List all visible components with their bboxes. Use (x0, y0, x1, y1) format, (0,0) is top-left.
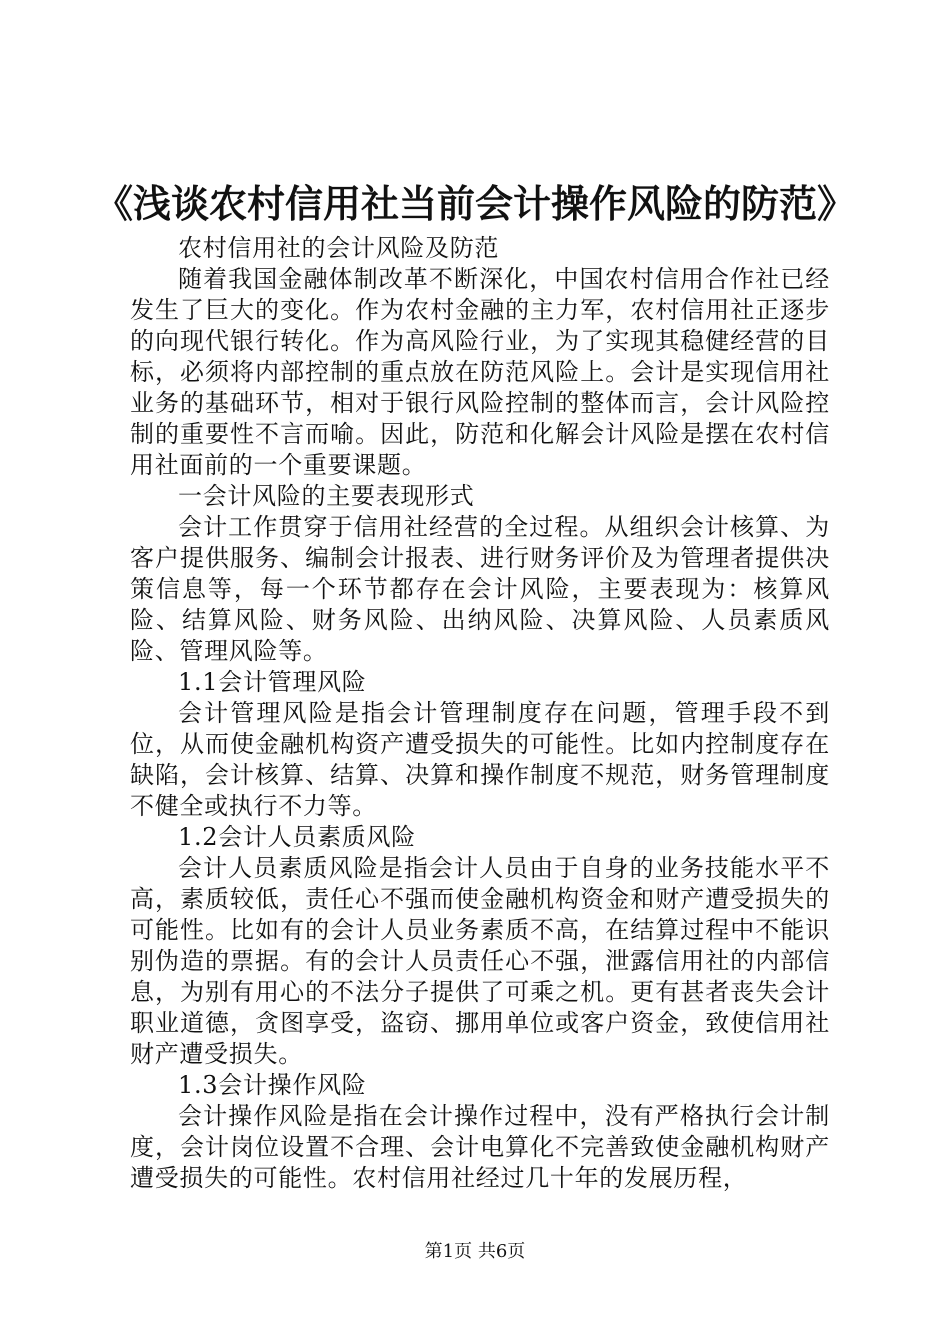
section-1-heading: 一会计风险的主要表现形式 (178, 482, 475, 510)
section-1-3-heading: 1.3会计操作风险 (178, 1071, 367, 1099)
document-body (130, 233, 830, 1194)
intro-paragraph: 随着我国金融体制改革不断深化，中国农村信用合作社已经发生了巨大的变化。作为农村金融的主力军，农村信用社正逐步的向现代银行转化。作为高风险行业，为了实现其稳健经营的目标，必须将内部控制的重点放在防范风险上。会计是实现信用社业务的基础环节，相对于银行风险控制的整体而言，会计风险控制的重要性不言而喻。因此，防范和化解会计风险是摆在农村信用社面前的一个重要课题。 (130, 265, 830, 479)
document-title: 《浅谈农村信用社当前会计操作风险的防范》 (94, 182, 855, 226)
section-1-2-paragraph: 会计人员素质风险是指会计人员由于自身的业务技能水平不高，素质较低，责任心不强而使金融机构资金和财产遭受损失的可能性。比如有的会计人员业务素质不高，在结算过程中不能识别伪造的票据。有的会计人员责任心不强，泄露信用社的内部信息，为别有用心的不法分子提供了可乘之机。更有甚者丧失会计职业道德，贪图享受，盗窃、挪用单位或客户资金，致使信用社财产遭受损失。 (130, 854, 830, 1068)
section-1-paragraph: 会计工作贯穿于信用社经营的全过程。从组织会计核算、为客户提供服务、编制会计报表、进行财务评价及为管理者提供决策信息等，每一个环节都存在会计风险，主要表现为：核算风险、结算风险、财务风险、出纳风险、决算风险、人员素质风险、管理风险等。 (130, 513, 830, 665)
section-1-2-heading: 1.2会计人员素质风险 (178, 823, 416, 851)
section-1-3-paragraph: 会计操作风险是指在会计操作过程中，没有严格执行会计制度，会计岗位设置不合理、会计电算化不完善致使金融机构财产遭受损失的可能性。农村信用社经过几十年的发展历程， (130, 1102, 830, 1192)
page-number-footer: 第1页 共6页 (424, 1241, 526, 1262)
section-1-1-paragraph: 会计管理风险是指会计管理制度存在问题，管理手段不到位，从而使金融机构资产遭受损失的可能性。比如内控制度存在缺陷，会计核算、结算、决算和操作制度不规范，财务管理制度不健全或执行不力等。 (130, 699, 830, 820)
section-1-1-heading: 1.1会计管理风险 (178, 668, 367, 696)
subtitle: 农村信用社的会计风险及防范 (178, 234, 500, 262)
